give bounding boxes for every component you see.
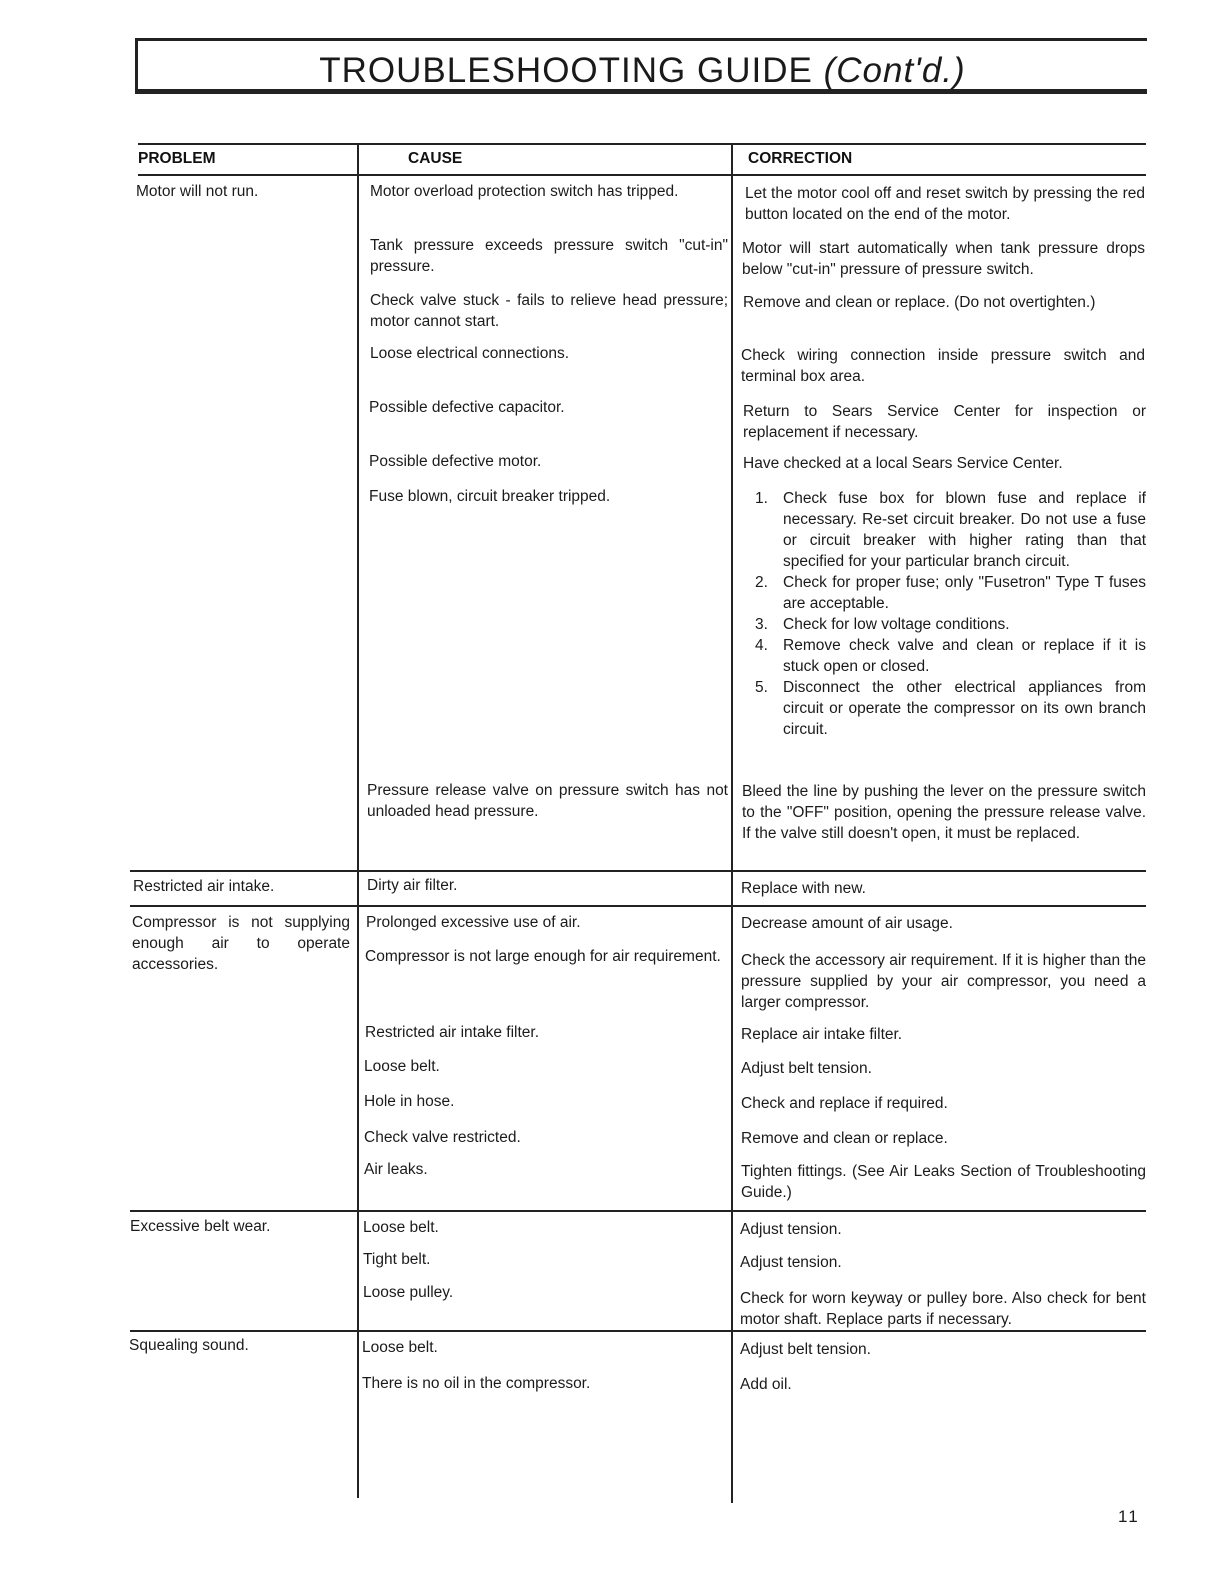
cause-text: Fuse blown, circuit breaker tripped. [369,488,611,505]
header-correction: CORRECTION [748,150,853,167]
cause-text: Tank pressure exceeds pressure switch "cut-in" pressure. [370,237,728,275]
correction-text: Check for worn keyway or pulley bore. Also check for bent motor shaft. Replace parts if necessary. [740,1290,1146,1328]
cause-text: Loose electrical connections. [370,345,570,362]
correction-text: Adjust tension. [740,1254,842,1271]
header-cause: CAUSE [408,150,463,167]
problem-text: Restricted air intake. [133,878,275,895]
header-bottom-rule [138,174,1146,176]
correction-step: 2. Check for proper fuse; only "Fusetron" Type T fuses are acceptable. [755,574,1146,612]
correction-text: Add oil. [740,1376,792,1393]
correction-step: 4. Remove check valve and clean or replace if it is stuck open or closed. [755,637,1146,675]
column-divider-cause [357,143,359,1498]
correction-step: 5. Disconnect the other electrical appliances from circuit or operate the compressor on its own branch circuit. [755,679,1146,738]
correction-text: Adjust tension. [740,1221,842,1238]
cause-text: Restricted air intake filter. [365,1024,540,1041]
correction-text: Replace with new. [741,880,866,897]
cause-text: Hole in hose. [364,1093,455,1110]
correction-text: Remove and clean or replace. [741,1130,948,1147]
problem-text: Excessive belt wear. [130,1218,271,1235]
correction-text: Return to Sears Service Center for inspection or replacement if necessary. [743,403,1146,441]
header-problem: PROBLEM [138,150,216,167]
row-separator [130,870,1146,872]
cause-text: Check valve stuck - fails to relieve head pressure; motor cannot start. [370,292,728,330]
page-number: 11 [1118,1507,1140,1526]
row-separator [130,1210,1146,1212]
correction-step: 3. Check for low voltage conditions. [755,616,1010,633]
cause-text: Air leaks. [364,1161,428,1178]
correction-text: Adjust belt tension. [740,1341,871,1358]
column-divider-correction [731,143,733,1503]
cause-text: Tight belt. [363,1251,431,1268]
correction-text: Check wiring connection inside pressure switch and terminal box area. [741,347,1145,385]
cause-text: Possible defective motor. [369,453,542,470]
cause-text: Loose pulley. [363,1284,454,1301]
page-title: TROUBLESHOOTING GUIDE (Cont'd.) [319,51,966,90]
problem-text: Squealing sound. [129,1337,249,1354]
cause-text: Dirty air filter. [367,877,458,894]
correction-text: Replace air intake filter. [741,1026,903,1043]
correction-text: Remove and clean or replace. (Do not overtighten.) [743,294,1096,311]
correction-text: Decrease amount of air usage. [741,915,953,932]
problem-text: Compressor is not supplying enough air to operate accessories. [132,914,350,973]
correction-text: Adjust belt tension. [741,1060,872,1077]
cause-text: Loose belt. [363,1219,439,1236]
correction-text: Motor will start automatically when tank pressure drops below "cut-in" pressure of pressure switch. [742,240,1145,278]
cause-text: Prolonged excessive use of air. [366,914,581,931]
correction-text: Let the motor cool off and reset switch by pressing the red button located on the end of the motor. [745,185,1145,223]
correction-text: Have checked at a local Sears Service Center. [743,455,1063,472]
correction-step: 1. Check fuse box for blown fuse and replace if necessary. Re-set circuit breaker. Do not use a fuse or circuit breaker with higher rating than that specified for your particular branch circuit. [755,490,1146,570]
row-separator [130,905,1146,907]
cause-text: Pressure release valve on pressure switch has not unloaded head pressure. [367,782,728,820]
cause-text: Loose belt. [364,1058,440,1075]
row-separator [130,1330,1146,1332]
problem-text: Motor will not run. [136,183,259,200]
cause-text: Compressor is not large enough for air requirement. [365,948,721,965]
correction-text: Tighten fittings. (See Air Leaks Section of Troubleshooting Guide.) [741,1163,1146,1201]
cause-text: Check valve restricted. [364,1129,521,1146]
cause-text: Possible defective capacitor. [369,399,565,416]
cause-text: Motor overload protection switch has tripped. [370,183,679,200]
cause-text: Loose belt. [362,1339,438,1356]
header-top-rule [138,143,1146,145]
correction-text: Check the accessory air requirement. If it is higher than the pressure supplied by your air compressor, you need a larger compressor. [741,952,1146,1011]
correction-text: Check and replace if required. [741,1095,948,1112]
cause-text: There is no oil in the compressor. [362,1375,591,1392]
correction-text: Bleed the line by pushing the lever on the pressure switch to the "OFF" position, opening the pressure release valve. If the valve still doesn't open, it must be replaced. [742,783,1146,842]
title-banner [135,38,1147,94]
correction-steps [742,488,1146,740]
